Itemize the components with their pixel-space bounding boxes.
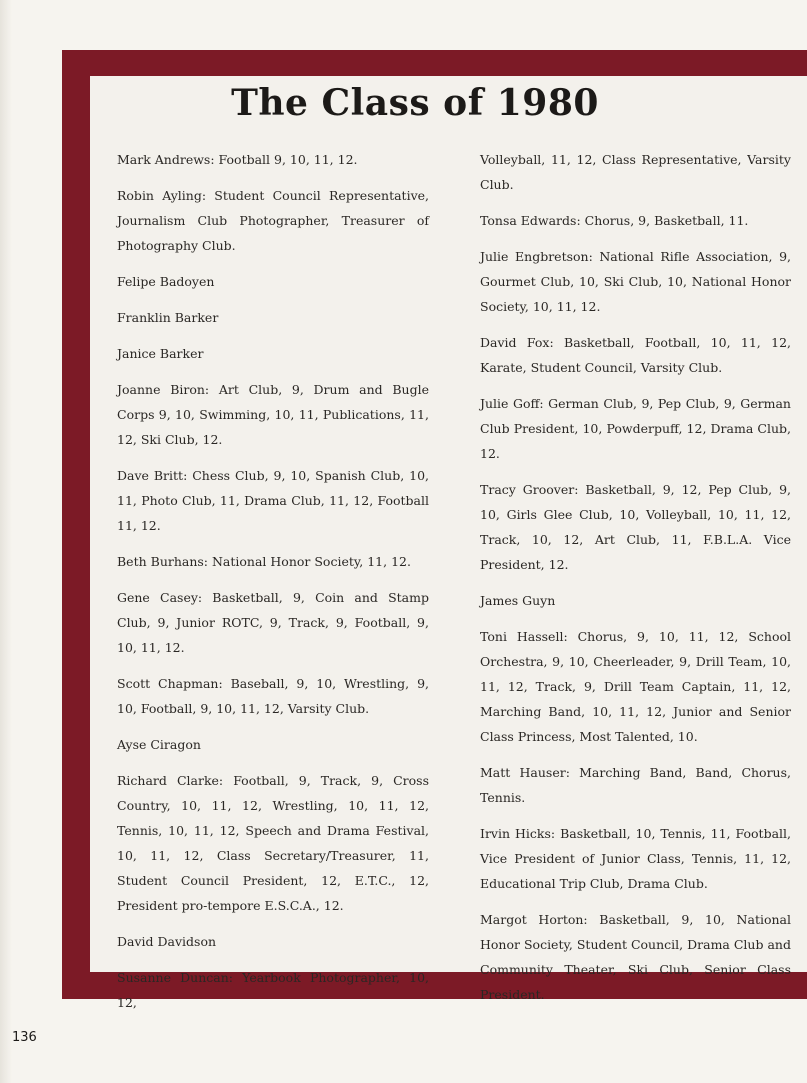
list-item: Scott Chapman: Baseball, 9, 10, Wrestling, 9, 10, Football, 9, 10, 11, 12, Varsity Club. xyxy=(117,676,429,716)
page-title: The Class of 1980 xyxy=(231,82,599,124)
list-item: Joanne Biron: Art Club, 9, Drum and Bugle Corps 9, 10, Swimming, 10, 11, Publications, 11, 12, Ski Club, 12. xyxy=(117,382,429,447)
list-item: Ayse Ciragon xyxy=(117,737,201,752)
list-item: Irvin Hicks: Basketball, 10, Tennis, 11, Football, Vice President of Junior Class, Tennis, 11, 12, Educational Trip Club, Drama Club. xyxy=(480,826,791,891)
list-item: Volleyball, 11, 12, Class Representative, Varsity Club. xyxy=(480,152,791,192)
list-item: Mark Andrews: Football 9, 10, 11, 12. xyxy=(117,152,358,167)
list-item: Toni Hassell: Chorus, 9, 10, 11, 12, School Orchestra, 9, 10, Cheerleader, 9, Drill Team, 10, 11, 12, Track, 9, Drill Team Captain, 11, 12, Marching Band, 10, 11, 12, Junior and Senior Class Princess, Most Talented, 10. xyxy=(480,629,791,744)
list-item: Gene Casey: Basketball, 9, Coin and Stamp Club, 9, Junior ROTC, 9, Track, 9, Football, 9, 10, 11, 12. xyxy=(117,590,429,655)
list-item: Julie Engbretson: National Rifle Association, 9, Gourmet Club, 10, Ski Club, 10, National Honor Society, 10, 11, 12. xyxy=(480,249,791,314)
list-item: Beth Burhans: National Honor Society, 11, 12. xyxy=(117,554,411,569)
list-item: Margot Horton: Basketball, 9, 10, National Honor Society, Student Council, Drama Club and Community Theater, Ski Club, Senior Class President. xyxy=(480,912,791,1002)
list-item: Robin Ayling: Student Council Representative, Journalism Club Photographer, Treasurer of Photography Club. xyxy=(117,188,429,253)
list-item: Tonsa Edwards: Chorus, 9, Basketball, 11. xyxy=(480,213,749,228)
list-item: Janice Barker xyxy=(117,346,204,361)
list-item: Susanne Duncan: Yearbook Photographer, 10, 12, xyxy=(117,970,429,1010)
right-column xyxy=(480,147,791,1018)
list-item: James Guyn xyxy=(480,593,556,608)
page-edge xyxy=(0,0,12,1083)
page-number: 136 xyxy=(12,1030,37,1045)
list-item: Dave Britt: Chess Club, 9, 10, Spanish Club, 10, 11, Photo Club, 11, Drama Club, 11, 12, Football 11, 12. xyxy=(117,468,429,533)
list-item: David Fox: Basketball, Football, 10, 11, 12, Karate, Student Council, Varsity Club. xyxy=(480,335,791,375)
list-item: Franklin Barker xyxy=(117,310,219,325)
list-item: David Davidson xyxy=(117,934,217,949)
list-item: Matt Hauser: Marching Band, Band, Chorus, Tennis. xyxy=(480,765,791,805)
left-column xyxy=(117,147,429,1026)
list-item: Tracy Groover: Basketball, 9, 12, Pep Club, 9, 10, Girls Glee Club, 10, Volleyball, 10, 11, 12, Track, 10, 12, Art Club, 11, F.B.L.A. Vice President, 12. xyxy=(480,482,791,572)
list-item: Richard Clarke: Football, 9, Track, 9, Cross Country, 10, 11, 12, Wrestling, 10, 11, 12, Tennis, 10, 11, 12, Speech and Drama Festival, 10, 11, 12, Class Secretary/Treasurer, 11, Student Council President, 12, E.T.C., 12, President pro-tempore E.S.C.A., 12. xyxy=(117,773,429,913)
list-item: Felipe Badoyen xyxy=(117,274,215,289)
list-item: Julie Goff: German Club, 9, Pep Club, 9, German Club President, 10, Powderpuff, 12, Drama Club, 12. xyxy=(480,396,791,461)
